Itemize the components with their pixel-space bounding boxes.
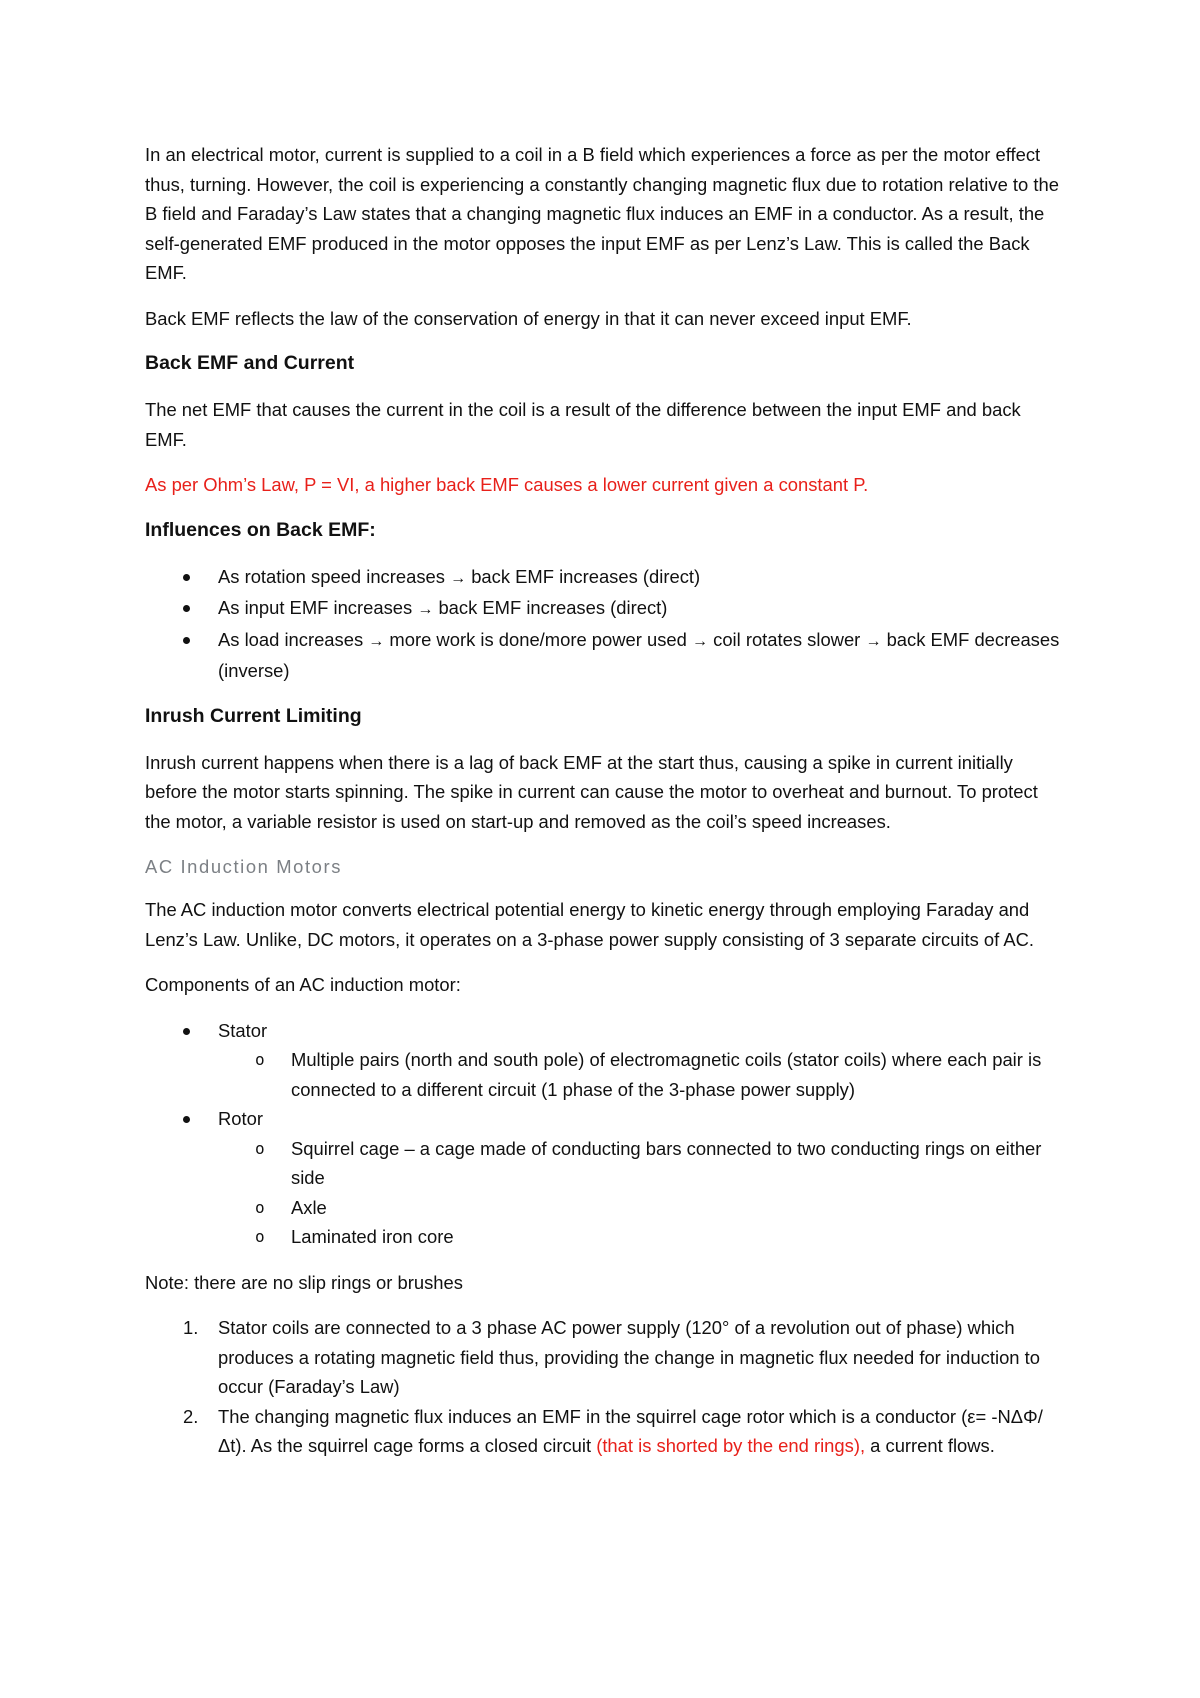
arrow-right-icon: → xyxy=(417,601,434,618)
steps-list xyxy=(145,1313,1065,1461)
list-item: Stator o Multiple pairs (north and south pole) of electromagnetic coils (stator coils) where each pair is connected to a different circuit (1 phase of the 3-phase power supply) xyxy=(145,1016,1065,1105)
arrow-right-icon: → xyxy=(450,569,467,587)
document-page xyxy=(145,140,1065,1477)
heading-inrush: Inrush Current Limiting xyxy=(145,704,362,727)
arrow-right-icon: → xyxy=(368,632,385,650)
list-item: o Multiple pairs (north and south pole) of electromagnetic coils (stator coils) where each pair is connected to a different circuit (1 phase of the 3-phase power supply) xyxy=(218,1045,1065,1104)
inrush-paragraph: Inrush current happens when there is a lag of back EMF at the start thus, causing a spike in current initially before the motor starts spinning. The spike in current can cause the motor to overheat and burnout. To protect the motor, a variable resistor is used on start-up and removed as the coil’s speed increases. xyxy=(145,751,1038,832)
list-item: As load increases → more work is done/more power used → coil rotates slower → back EMF decreases (inverse) xyxy=(145,625,1065,686)
list-item: 2. The changing magnetic flux induces an EMF in the squirrel cage rotor which is a conductor (ε= -NΔΦ/Δt). As the squirrel cage forms a closed circuit (that is shorted by the end rings), a current flows. xyxy=(145,1402,1065,1461)
heading-influences: Influences on Back EMF: xyxy=(145,518,376,541)
step-number: 1. xyxy=(183,1317,199,1338)
components-list xyxy=(145,1016,1065,1252)
influences-list xyxy=(145,562,1065,686)
list-item: Rotor o Squirrel cage – a cage made of conducting bars connected to two conducting rings on either side o Axle o Laminated iron core xyxy=(145,1104,1065,1252)
rotor-sublist xyxy=(218,1134,1065,1252)
conservation-paragraph: Back EMF reflects the law of the conservation of energy in that it can never exceed input EMF. xyxy=(145,307,912,329)
arrow-right-icon: → xyxy=(692,632,708,650)
list-item: o Squirrel cage – a cage made of conducting bars connected to two conducting rings on either side xyxy=(218,1134,1065,1193)
list-item: o Axle xyxy=(218,1193,1065,1223)
list-item: 1. Stator coils are connected to a 3 phase AC power supply (120° of a revolution out of phase) which produces a rotating magnetic field thus, providing the change in magnetic flux needed for induction to occur (Faraday’s Law) xyxy=(145,1313,1065,1402)
list-item: o Laminated iron core xyxy=(218,1222,1065,1252)
net-emf-paragraph: The net EMF that causes the current in the coil is a result of the difference between the input EMF and back EMF. xyxy=(145,399,1021,450)
note-paragraph: Note: there are no slip rings or brushes xyxy=(145,1271,463,1293)
intro-paragraph: In an electrical motor, current is supplied to a coil in a B field which experiences a force as per the motor effect thus, turning. However, the coil is experiencing a constantly changing magnetic flux due to rotation relative to the B field and Faraday’s Law states that a changing magnetic flux induces an EMF in a conductor. As a result, the self-generated EMF produced in the motor opposes the input EMF as per Lenz’s Law. This is called the Back EMF. xyxy=(145,144,1059,283)
components-intro: Components of an AC induction motor: xyxy=(145,974,461,995)
stator-sublist xyxy=(218,1045,1065,1104)
heading-ac-induction: AC Induction Motors xyxy=(145,856,343,877)
shorted-note: (that is shorted by the end rings), xyxy=(596,1435,866,1456)
arrow-right-icon: → xyxy=(865,632,882,650)
list-item: As rotation speed increases → back EMF increases (direct) xyxy=(145,562,1065,594)
heading-back-emf-current: Back EMF and Current xyxy=(145,352,355,374)
step-number: 2. xyxy=(183,1405,199,1427)
list-item: As input EMF increases → back EMF increases (direct) xyxy=(145,593,1065,625)
ac-induction-paragraph: The AC induction motor converts electrical potential energy to kinetic energy through employing Faraday and Lenz’s Law. Unlike, DC motors, it operates on a 3-phase power supply consisting of 3 separate circuits of AC. xyxy=(145,899,1034,950)
ohms-law-note: As per Ohm’s Law, P = VI, a higher back EMF causes a lower current given a constant P. xyxy=(145,474,869,495)
